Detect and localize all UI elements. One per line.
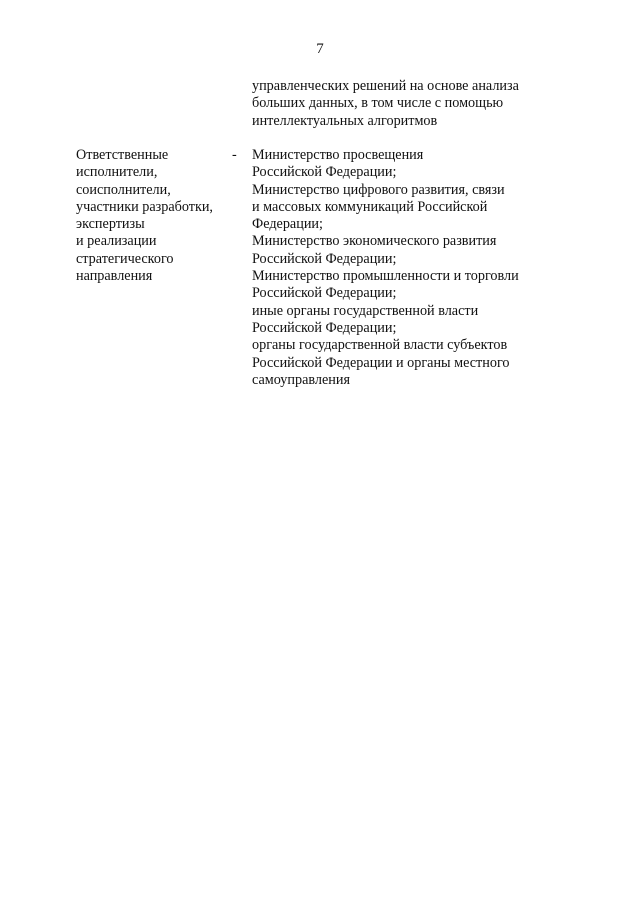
value-line: Федерации;	[252, 216, 323, 233]
label-line: Ответственные	[76, 147, 169, 163]
separator-dash: -	[232, 147, 237, 163]
value-line: Министерство цифрового развития, связи	[252, 181, 505, 198]
text-line: больших данных, в том числе с помощью	[252, 95, 504, 112]
value-line: Министерство просвещения	[252, 147, 424, 163]
label-line: экспертизы	[76, 216, 145, 233]
label-line: участники разработки,	[76, 198, 213, 215]
value-line: Министерство экономического развития	[252, 233, 497, 250]
value-line: Российской Федерации;	[252, 285, 397, 302]
label-line: направления	[76, 268, 153, 285]
value-line: Российской Федерации;	[252, 164, 397, 181]
text-line: интеллектуальных алгоритмов	[252, 112, 438, 129]
value-line: Министерство промышленности и торговли	[252, 268, 519, 285]
value-line: Российской Федерации и органы местного	[252, 354, 510, 371]
responsible-label	[76, 147, 236, 285]
value-line: иные органы государственной власти	[252, 302, 479, 319]
label-line: соисполнители,	[76, 181, 171, 198]
label-line: исполнители,	[76, 164, 158, 181]
label-line: стратегического	[76, 250, 174, 267]
continuation-text	[252, 78, 592, 130]
value-line: органы государственной власти субъектов	[252, 337, 508, 354]
text-line: управленческих решений на основе анализа	[252, 78, 519, 94]
value-line: и массовых коммуникаций Российской	[252, 198, 488, 215]
value-line: Российской Федерации;	[252, 319, 397, 336]
responsible-value	[252, 147, 612, 389]
value-line: самоуправления	[252, 371, 350, 388]
value-line: Российской Федерации;	[252, 250, 397, 267]
page-number: 7	[316, 41, 324, 57]
label-line: и реализации	[76, 233, 157, 250]
